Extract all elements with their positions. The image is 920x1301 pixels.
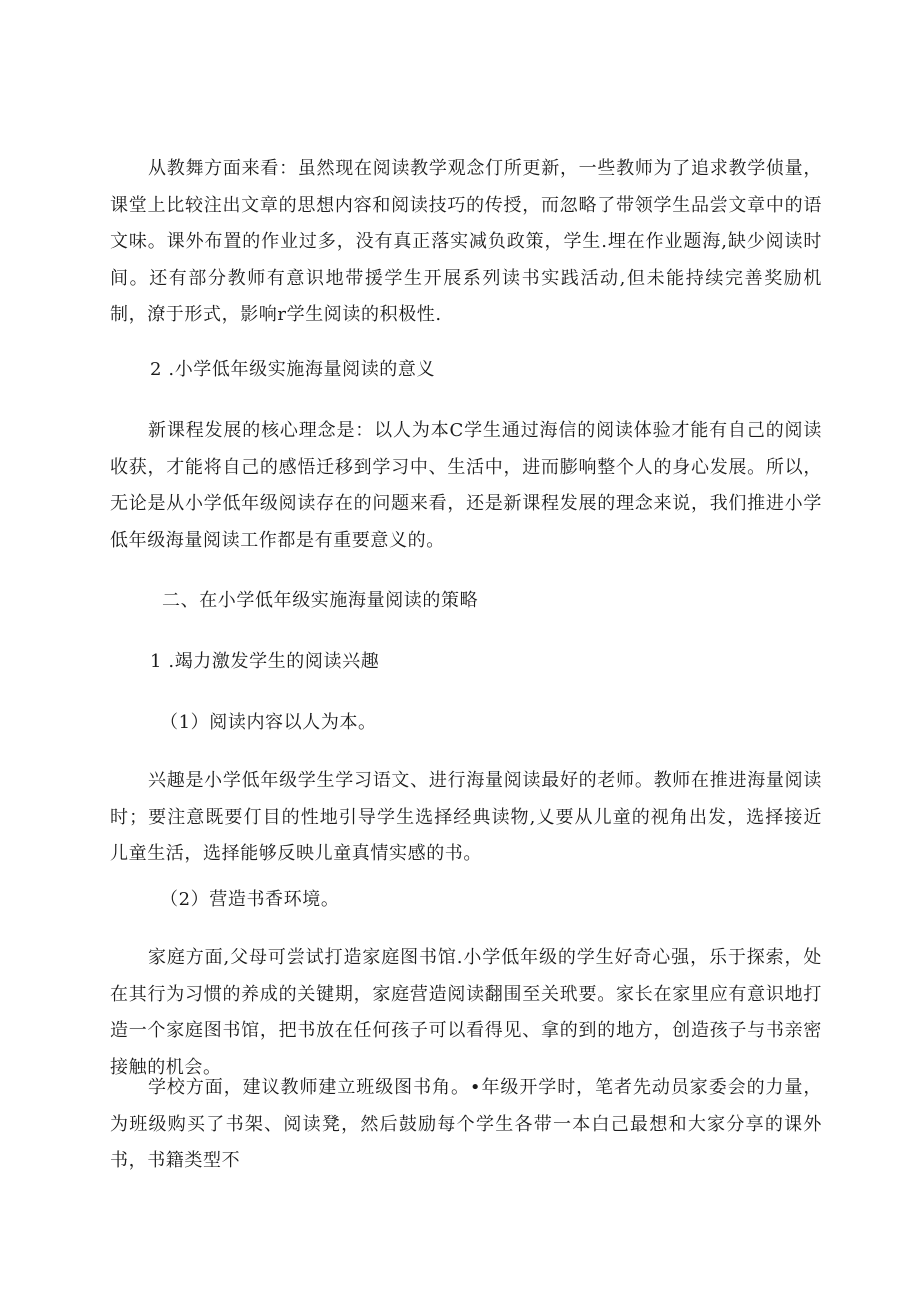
paragraph-school-corner: 学校方面，建议教师建立班级图书角。•年级开学时，笔者先动员家委会的力量，为班级购买了书架、阅读凳，然后鼓励每个学生各带一本白己最想和大家分享的课外书，书籍类型不 — [110, 1077, 822, 1171]
paragraph-teaching-problems: 从教舞方面来看：虽然现在阅读教学观念仃所更新，一些教师为了追求教学侦量，课堂上比较注出文章的思想内容和阅读技巧的传授，而忽略了带领学生品尝文章中的语文味。课外布置的作业过多，没有真正落实减负政策，学生.埋在作业题海,缺少阅读时间。还有部分教师有意识地带援学生开展系列读书实践活动,但未能持续完善奖励机制，潦于形式，影响r学生阅读的积极性. — [110, 158, 822, 325]
subheading-stimulate-interest: 1 .竭力激发学生的阅读兴趣 — [150, 651, 380, 672]
item-heading-environment: （2）营造书香环境。 — [160, 889, 340, 910]
section-heading-strategies: 二、在小学低年级实施海量阅读的策略 — [162, 590, 479, 611]
paragraph-core-concept: 新课程发展的核心理念是：以人为本C学生通过海信的阅读体验才能有自己的阅读收获，才能将自己的感悟迁移到学习中、生活中，进而膨响整个人的身心发展。所以，无论是从小学低年级阅读存在的问题来看，还是新课程发展的理念来说，我们推进小学低年级海量阅读工作都是有重要意义的。 — [110, 420, 822, 551]
paragraph-interest: 兴趣是小学低年级学生学习语文、进行海量阅读最好的老师。教师在推进海量阅读时；要注意既要仃目的性地引导学生选择经典读物,乂要从儿童的视角出发，选择接近儿童生活，选择能够反映儿童真情实感的书。 — [110, 770, 822, 864]
paragraph-family-library: 家庭方面,父母可尝试打造家庭图书馆.小学低年级的学生好奇心强，乐于探索，处在其行为习惯的养成的关键期，家庭营造阅读翻围至关玳要。家长在家里应有意识地打造一个家庭图书馆，把书放在任何孩子可以看得见、拿的到的地方，创造孩子与书亲密接触的机会。 — [110, 947, 822, 1078]
subheading-significance: 2 .小学低年级实施海量阅读的意义 — [150, 359, 436, 380]
item-heading-content: （1）阅读内容以人为本。 — [160, 712, 377, 733]
